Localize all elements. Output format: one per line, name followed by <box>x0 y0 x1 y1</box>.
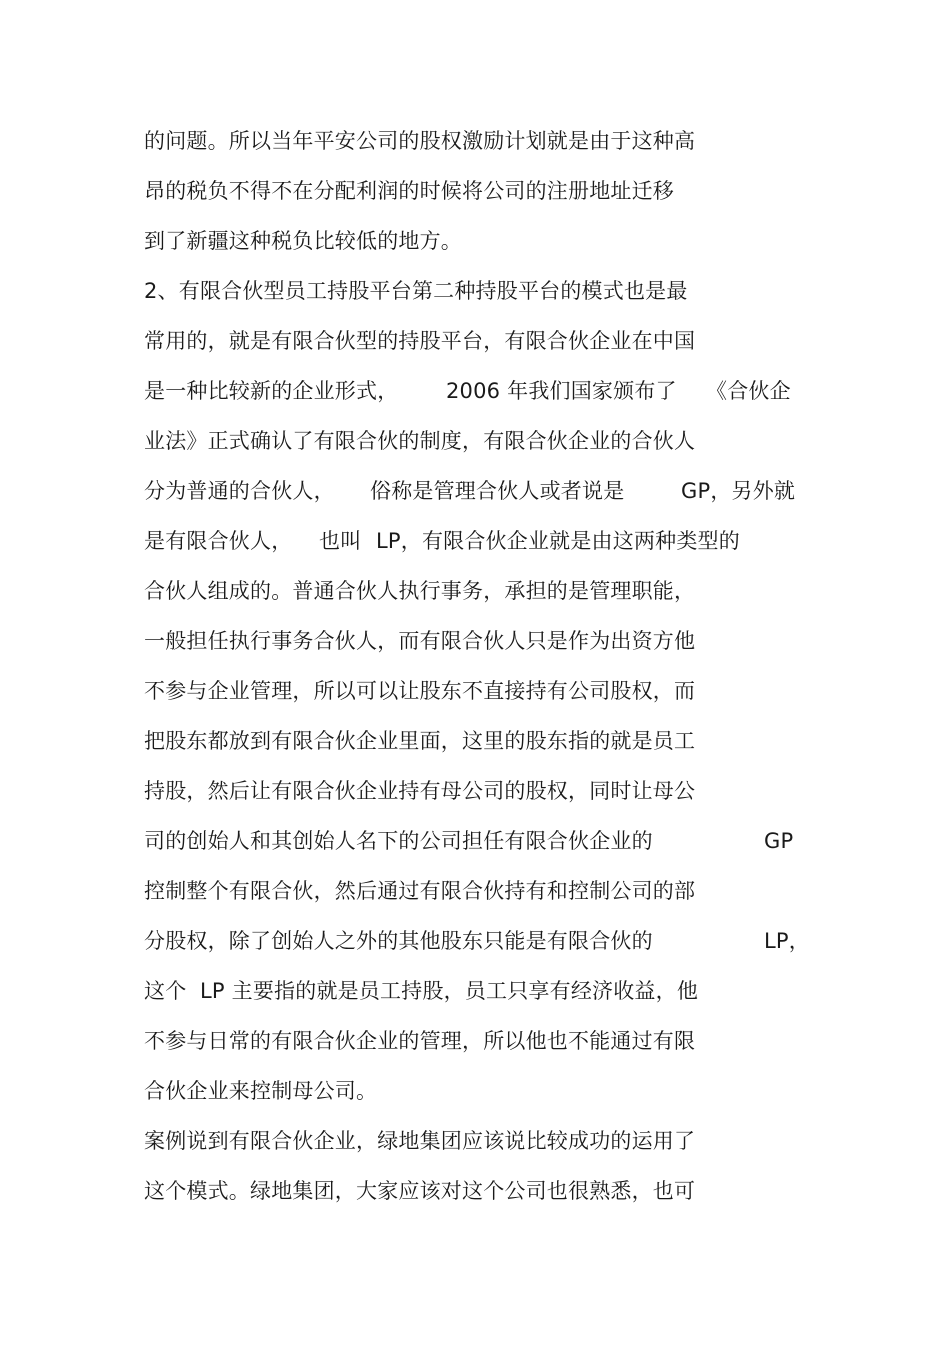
text-line <box>144 924 810 958</box>
text-segment: 不参与日常的有限合伙企业的管理，所以他也不能通过有限 <box>144 1029 696 1053</box>
text-segment: 2006 年我们国家颁布了 <box>446 379 677 403</box>
text-line <box>144 1074 810 1108</box>
text-segment: 一般担任执行事务合伙人，而有限合伙人只是作为出资方他 <box>144 629 696 653</box>
text-segment: 把股东都放到有限合伙企业里面，这里的股东指的就是员工 <box>144 729 696 753</box>
text-line <box>144 1124 810 1158</box>
text-line <box>144 674 810 708</box>
text-line <box>144 824 810 858</box>
text-segment: 2、有限合伙型员工持股平台第二种持股平台的模式也是最 <box>144 279 688 303</box>
text-segment: 的问题。所以当年平安公司的股权激励计划就是由于这种高 <box>144 129 696 153</box>
text-line <box>144 624 810 658</box>
text-line <box>144 474 810 508</box>
text-line <box>144 974 810 1008</box>
text-line <box>144 574 810 608</box>
text-segment: 司的创始人和其创始人名下的公司担任有限合伙企业的 <box>144 829 653 853</box>
text-line <box>144 524 810 558</box>
text-segment: LP，有限合伙企业就是由这两种类型的 <box>376 529 740 553</box>
text-line <box>144 224 810 258</box>
text-segment: 俗称是管理合伙人或者说是 <box>370 479 625 503</box>
text-segment: 常用的，就是有限合伙型的持股平台，有限合伙企业在中国 <box>144 329 696 353</box>
text-line <box>144 1024 810 1058</box>
text-segment: LP， <box>764 929 810 953</box>
text-segment: 业法》正式确认了有限合伙的制度，有限合伙企业的合伙人 <box>144 429 696 453</box>
text-segment: 控制整个有限合伙，然后通过有限合伙持有和控制公司的部 <box>144 879 696 903</box>
text-line <box>144 874 810 908</box>
text-segment: 分股权，除了创始人之外的其他股东只能是有限合伙的 <box>144 929 653 953</box>
text-line <box>144 1174 810 1208</box>
text-segment: 不参与企业管理，所以可以让股东不直接持有公司股权，而 <box>144 679 696 703</box>
text-segment: 合伙企业来控制母公司。 <box>144 1079 378 1103</box>
text-line <box>144 124 810 158</box>
text-line <box>144 174 810 208</box>
text-segment: 这个 <box>144 979 187 1003</box>
text-segment: 也叫 <box>319 529 362 553</box>
text-line <box>144 374 810 408</box>
text-segment: 是有限合伙人， <box>144 529 293 553</box>
text-line <box>144 724 810 758</box>
text-segment: 《合伙企 <box>706 379 791 403</box>
text-segment: 案例说到有限合伙企业，绿地集团应该说比较成功的运用了 <box>144 1129 696 1153</box>
text-segment: GP <box>764 829 794 853</box>
text-line <box>144 424 810 458</box>
text-segment: 持股，然后让有限合伙企业持有母公司的股权，同时让母公 <box>144 779 696 803</box>
text-line <box>144 324 810 358</box>
text-segment: GP，另外就 <box>681 479 796 503</box>
text-segment: 分为普通的合伙人， <box>144 479 335 503</box>
text-segment: 合伙人组成的。普通合伙人执行事务，承担的是管理职能， <box>144 579 696 603</box>
text-segment: 昂的税负不得不在分配利润的时候将公司的注册地址迁移 <box>144 179 674 203</box>
text-line <box>144 274 810 308</box>
text-segment: 这个模式。绿地集团，大家应该对这个公司也很熟悉，也可 <box>144 1179 696 1203</box>
text-segment: LP 主要指的就是员工持股，员工只享有经济收益，他 <box>200 979 699 1003</box>
text-segment: 到了新疆这种税负比较低的地方。 <box>144 229 462 253</box>
text-segment: 是一种比较新的企业形式， <box>144 379 399 403</box>
text-line <box>144 774 810 808</box>
